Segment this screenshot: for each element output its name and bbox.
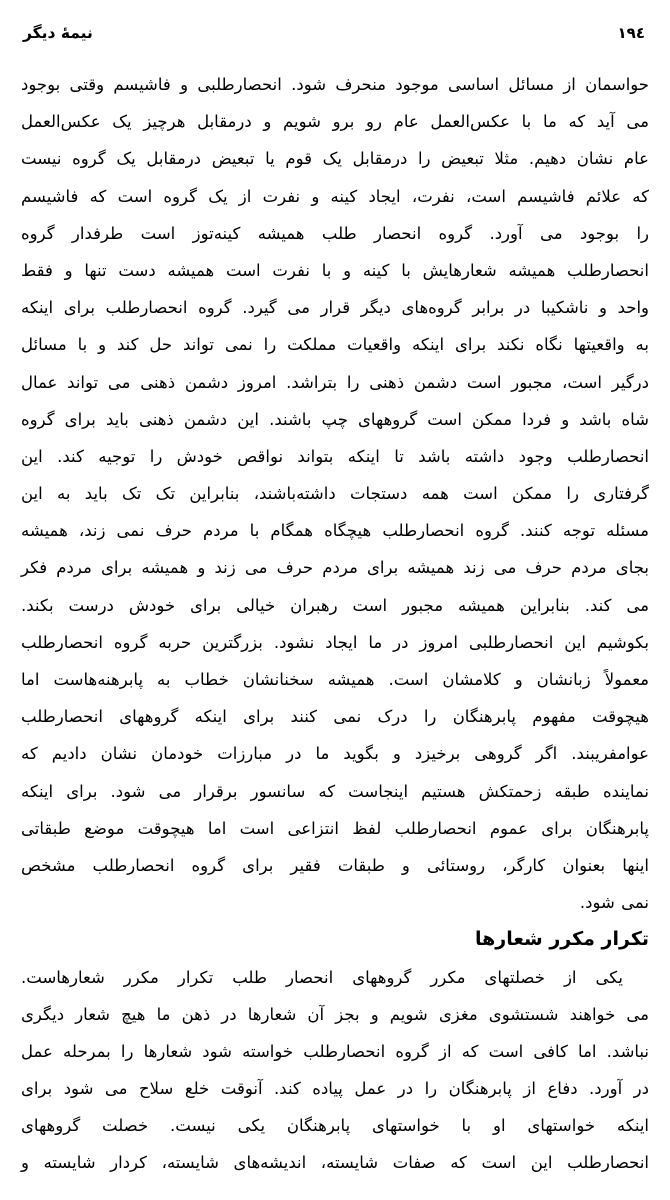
text-line: واحد و ناشکیبا در برابر گروه‌های دیگر قرار می گیرد. گروه انحصارطلب برای اینکه bbox=[21, 298, 649, 318]
text-line: درگیر است، مجبور است دشمن ذهنی را بتراشد. امروز دشمن ذهنی می تواند عمال bbox=[21, 372, 649, 392]
text-line: نماینده طبقه زحمتکش هستیم اینجاست که سانسور برقرار می شود. برای اینکه bbox=[21, 781, 649, 801]
text-line: را بوجود می آورد. گروه انحصار طلب همیشه کینه‌توز است طرفدار گروه bbox=[21, 223, 649, 243]
text-line: بجای مردم حرف می زند همیشه برای مردم حرف می زند و همیشه برای مردم فکر bbox=[21, 558, 649, 578]
text-line: حواسمان از مسائل اساسی موجود منحرف شود. انحصارطلبی و فاشیسم وقتی بوجود bbox=[21, 75, 649, 94]
text-line: که علائم فاشیسم است، نفرت، ایجاد کینه و نفرت از یک گروه است که فاشیسم bbox=[21, 186, 649, 206]
text-line: شاه باشد و فردا ممکن است گروههای چپ باشند. این دشمن ذهنی باید برای گروه bbox=[21, 409, 649, 429]
page-header bbox=[21, 20, 649, 46]
paragraph-1 bbox=[21, 66, 649, 921]
text-line-paragraph-end: نمی شود. bbox=[579, 893, 649, 913]
page-body bbox=[21, 66, 649, 1182]
text-line: به واقعیتها نگاه نکند برای اینکه واقعیات مملکت را نمی تواند حل کند و با مسائل bbox=[21, 335, 649, 355]
text-line: در آورد. دفاع از پابرهنگان را در عمل پیاده کند. آنوقت خلع سلاح می شود برای bbox=[21, 1079, 649, 1099]
text-line: معمولاً زبانشان و کلامشان است. همیشه سخنانشان خطاب به پابرهنه‌هاست اما bbox=[21, 670, 649, 689]
text-line: می آید که ما با عکس‌العمل عام رو برو شویم و درمقابل هرچیز یک عکس‌العمل bbox=[21, 112, 649, 132]
text-line-first-indented: یکی از خصلتهای مکرر گروههای انحصار طلب تکرار مکرر شعارهاست. bbox=[21, 967, 623, 987]
text-line: انحصارطلب وجود داشته باشد تا اینکه بتواند نواقص خودش را توجیه کند. این bbox=[21, 446, 649, 466]
text-line: انحصارطلب همیشه شعارهایش با کینه و با نفرت است همیشه دست تنها و فقط bbox=[21, 260, 649, 280]
section-heading: تکرار مکرر شعارها bbox=[474, 928, 649, 951]
text-line: گرفتاری را ممکن است همه دستجات داشته‌باشند، بنابراین تک تک باید به این bbox=[21, 484, 649, 504]
text-line: اینها بعنوان کارگر، روستائی و طبقات فقیر برای گروه انحصارطلب مشخص bbox=[21, 855, 649, 875]
text-line: اینکه خواستهای او با خواستهای پابرهنگان یکی نیست. خصلت گروههای bbox=[21, 1116, 649, 1136]
text-line: می خواهند شستشوی مغزی شویم و بجز آن شعارها در ذهن ما هیچ شعار دیگری bbox=[21, 1004, 649, 1024]
book-title: نیمهٔ دیگر bbox=[23, 24, 93, 42]
text-line: نباشد. اما کافی است که از گروه انحصارطلب خواسته شود شعارها را بمرحله عمل bbox=[21, 1041, 649, 1061]
text-line: انحصارطلب این است که صفات شایسته، اندیشه‌های شایسته، کردار شایسته و bbox=[21, 1153, 649, 1173]
page-number: ۱۹٤ bbox=[617, 24, 645, 42]
text-line: هیچوقت مفهوم پابرهنگان را درک نمی کنند برای اینکه گروههای انحصارطلب bbox=[21, 707, 649, 727]
text-line: بکوشیم این انحصارطلبی امروز در ما ایجاد نشود. بزرگترین حربه گروه انحصارطلب bbox=[21, 632, 649, 652]
text-line: مسئله توجه کنند. گروه انحصارطلب هیچگاه همگام با مردم حرف نمی زند، همیشه bbox=[21, 521, 649, 541]
paragraph-2 bbox=[21, 959, 649, 1182]
text-line: عام نشان دهیم. مثلا تبعیض را درمقابل یک قوم یا تبعیض درمقابل یک گروه نیست bbox=[21, 149, 649, 169]
text-line: پابرهنگان برای عموم انحصارطلب لفظ انتزاعی است اما هیچوقت موضع طبقاتی bbox=[21, 818, 649, 838]
text-line: می کند. بنابراین همیشه مجبور است رهبران خیالی برای خودش درست بکند. bbox=[21, 595, 649, 615]
text-line: عوامفریبند. اگر گروهی برخیزد و بگوید ما در مبارزات خودمان نشان دادیم که bbox=[21, 744, 649, 764]
